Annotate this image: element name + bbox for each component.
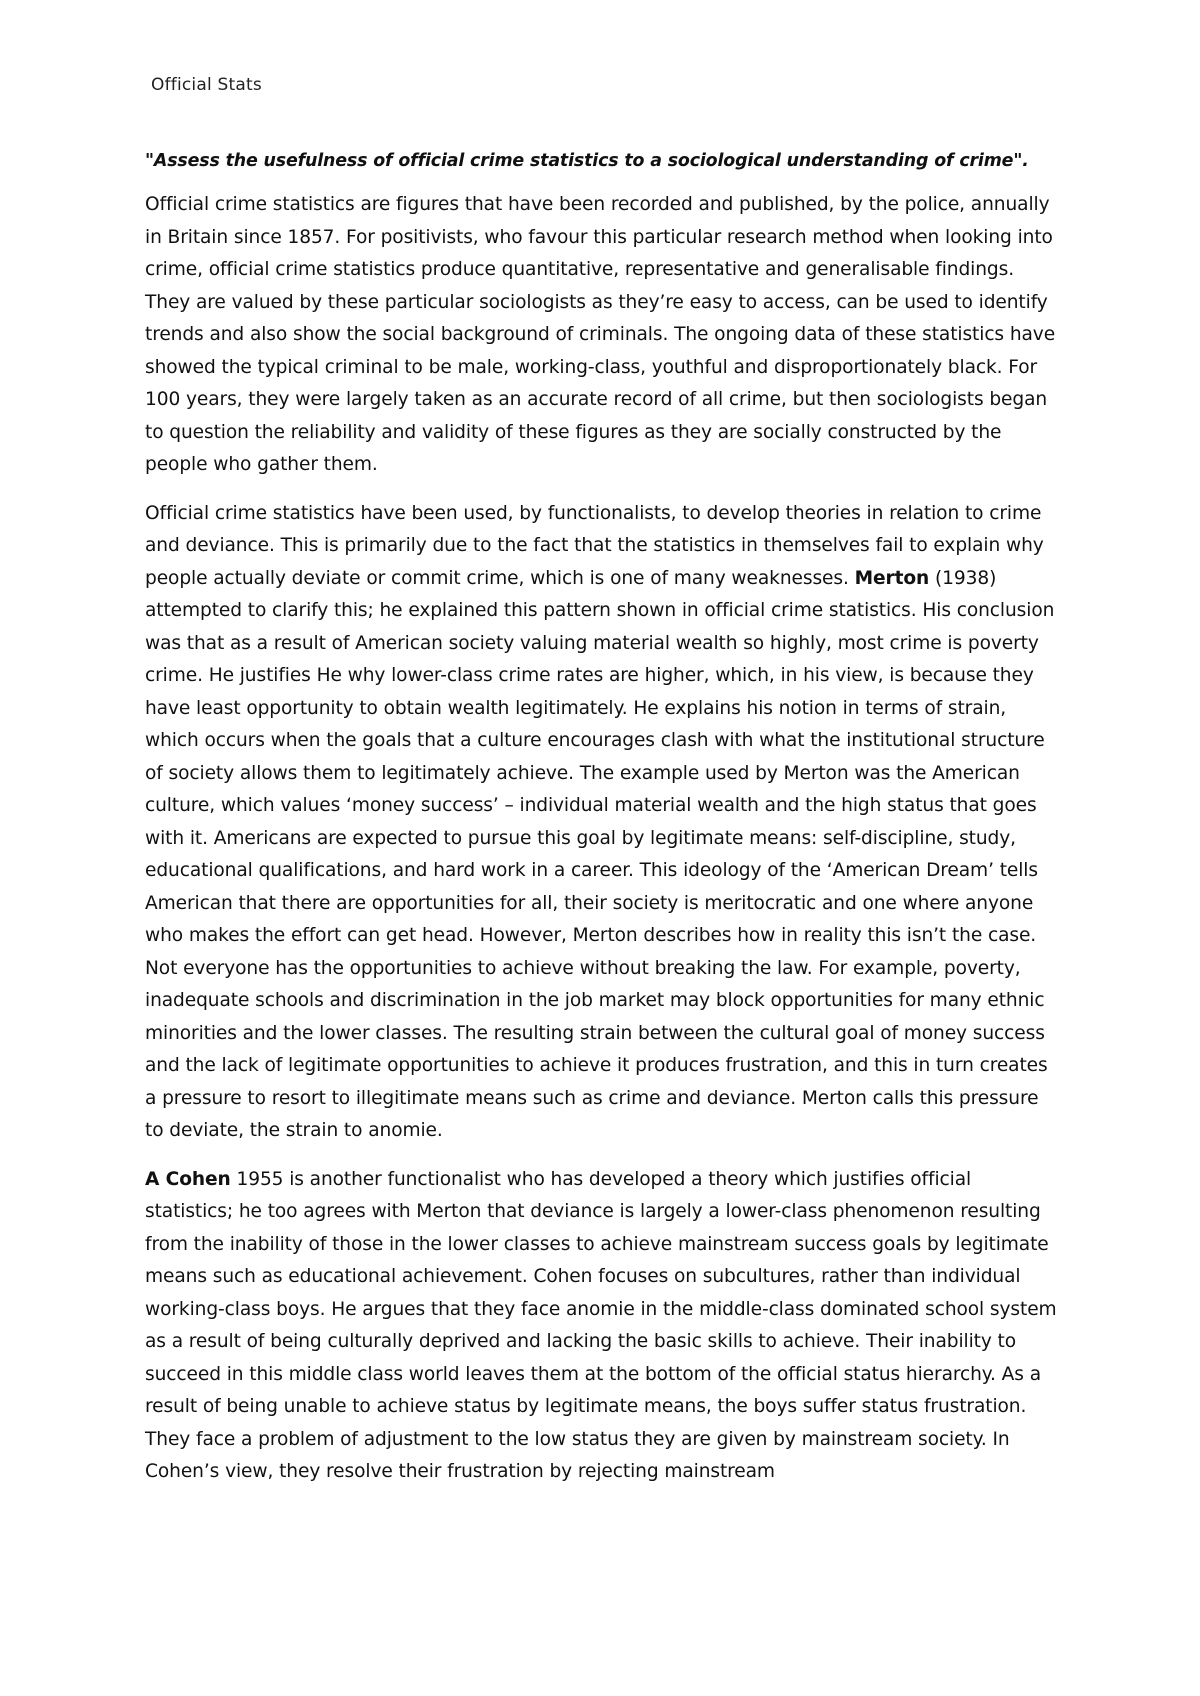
paragraph-1 <box>145 189 1060 482</box>
bold-name-cohen: A Cohen <box>145 1168 231 1190</box>
document-body <box>145 148 1060 1505</box>
paragraph-text: Official crime statistics have been used, by functionalists, to develop theories in relation to crime and deviance. This is primarily due to the fact that the statistics in themselves fail to explain why people actually deviate or commit crime, which is one of many weaknesses. <box>145 502 1044 589</box>
paragraph-text: 1955 is another functionalist who has developed a theory which justifies official statistics; he too agrees with Merton that deviance is largely a lower-class phenomenon resulting from the inability of those in the lower classes to achieve mainstream success goals by legitimate means such as educational achievement. Cohen focuses on subcultures, rather than individual working-class boys. He argues that they face anomie in the middle-class dominated school system as a result of being culturally deprived and lacking the basic skills to achieve. Their inability to succeed in this middle class world leaves them at the bottom of the official status hierarchy. As a result of being unable to achieve status by legitimate means, the boys suffer status frustration. They face a problem of adjustment to the low status they are given by mainstream society. In Cohen’s view, they resolve their frustration by rejecting mainstream <box>145 1168 1057 1482</box>
paragraph-text: Official crime statistics are figures that have been recorded and published, by the police, annually in Britain since 1857. For positivists, who favour this particular research method when looking into crime, official crime statistics produce quantitative, representative and generalisable findings. They are valued by these particular sociologists as they’re easy to access, can be used to identify trends and also show the social background of criminals. The ongoing data of these statistics have showed the typical criminal to be male, working-class, youthful and disproportionately black. For 100 years, they were largely taken as an accurate record of all crime, but then sociologists began to question the reliability and validity of these figures as they are socially constructed by the people who gather them. <box>145 194 1056 475</box>
paragraph-3 <box>145 1164 1060 1489</box>
paragraph-2 <box>145 498 1060 1148</box>
essay-title: "Assess the usefulness of official crime statistics to a sociological understanding of crime". <box>145 151 1029 171</box>
bold-name-merton: Merton <box>854 567 930 589</box>
paragraph-text: (1938) attempted to clarify this; he explained this pattern shown in official crime statistics. His conclusion was that as a result of American society valuing material wealth so highly, most crime is poverty crime. He justifies He why lower-class crime rates are higher, which, in his view, is because they have least opportunity to obtain wealth legitimately. He explains his notion in terms of strain, which occurs when the goals that a culture encourages clash with what the institutional structure of society allows them to legitimately achieve. The example used by Merton was the American culture, which values ‘money success’ – individual material wealth and the high status that goes with it. Americans are expected to pursue this goal by legitimate means: self-discipline, study, educational qualifications, and hard work in a career. This ideology of the ‘American Dream’ tells American that there are opportunities for all, their society is meritocratic and one where anyone who makes the effort can get head. However, Merton describes how in reality this isn’t the case. Not everyone has the opportunities to achieve without breaking the law. For example, poverty, inadequate schools and discrimination in the job market may block opportunities for many ethnic minorities and the lower classes. The resulting strain between the cultural goal of money success and the lack of legitimate opportunities to achieve it produces frustration, and this in turn creates a pressure to resort to illegitimate means such as crime and deviance. Merton calls this pressure to deviate, the strain to anomie. <box>145 567 1055 1141</box>
page-header: Official Stats <box>151 75 262 95</box>
